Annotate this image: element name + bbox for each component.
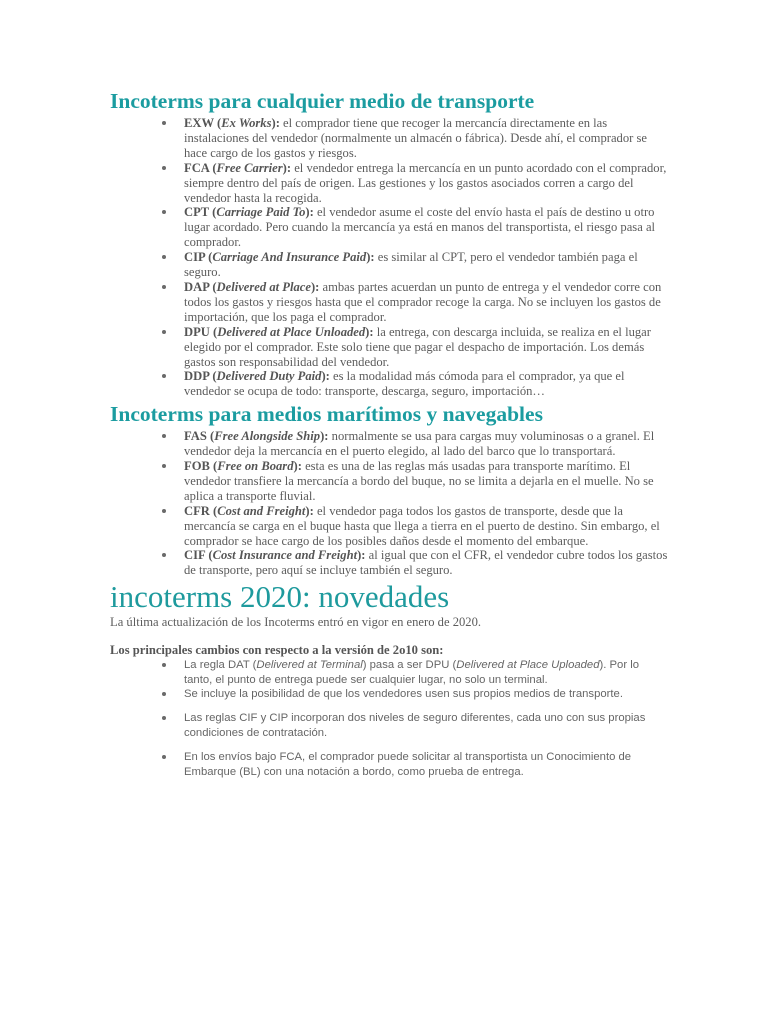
term-code: CFR (Cost and Freight): <box>184 503 314 518</box>
list-item-fca <box>184 161 670 206</box>
term-code: CIF (Cost Insurance and Freight): <box>184 548 366 563</box>
term-description: ambas partes acuerdan un punto de entrega y el vendedor corre con todos los gastos y riesgos hasta que el comprador recoge la carga. No se incluyen los gastos de importación, que los paga el comprador. <box>184 279 662 324</box>
list-item-fas <box>184 429 670 459</box>
term-description: es similar al CPT, pero el vendedor también paga el seguro. <box>184 250 638 280</box>
list-item-cfr <box>184 504 670 549</box>
term-description: es la modalidad más cómoda para el comprador, ya que el vendedor se ocupa de todo: transporte, descarga, seguro, importación… <box>184 369 625 399</box>
list-item-cpt <box>184 205 670 250</box>
term-description: el vendedor entrega la mercancía en un punto acordado con el comprador, siempre dentro del país de origen. Las gestiones y los gastos asociados corren a cargo del vendedor hasta la recogida. <box>184 160 667 205</box>
news-intro: La última actualización de los Incoterms entró en vigor en enero de 2020. <box>110 615 482 630</box>
list-item-ddp <box>184 369 670 399</box>
list-item-exw <box>184 116 670 161</box>
term-code: CPT (Carriage Paid To): <box>184 205 314 220</box>
term-description: el vendedor asume el coste del envío hasta el país de destino u otro lugar acordado. Pero cuando la mercancía ya está en manos del transportista, el riesgo pasa al comprador. <box>184 205 656 250</box>
term-code: EXW (Ex Works): <box>184 116 280 130</box>
news-heading: incoterms 2020: novedades <box>110 579 450 615</box>
term-code: DPU (Delivered at Place Unloaded): <box>184 324 374 339</box>
term-description: normalmente se usa para cargas muy voluminosas o a granel. El vendedor deja la mercancía en el puerto elegido, al lado del barco que lo transportará. <box>184 429 655 459</box>
incoterms-list-maritime <box>110 429 670 578</box>
term-description: al igual que con el CFR, el vendedor cubre todos los gastos de transporte, pero aquí se incluye también el seguro. <box>184 548 668 578</box>
section-title-any-transport: Incoterms para cualquier medio de transporte <box>110 89 535 113</box>
term-code: DAP (Delivered at Place): <box>184 279 320 294</box>
term-description: el vendedor paga todos los gastos de transporte, desde que la mercancía se carga en el buque hasta que llega a tierra en el puerto de destino. Sin embargo, el comprador se hace cargo de los posibles daños desde el momento del embarque. <box>184 503 660 548</box>
list-item-dap <box>184 280 670 325</box>
list-item-cip <box>184 250 670 280</box>
term-code: DDP (Delivered Duty Paid): <box>184 369 330 384</box>
term-code: FOB (Free on Board): <box>184 459 302 474</box>
list-item-fob <box>184 459 670 504</box>
term-description: esta es una de las reglas más usadas para transporte marítimo. El vendedor transfiere la mercancía a bordo del buque, no se limita a dejarla en el muelle. No se aplica a transporte fluvial. <box>184 459 654 503</box>
term-code: CIP (Carriage And Insurance Paid): <box>184 250 375 265</box>
term-code: FAS (Free Alongside Ship): <box>184 429 329 444</box>
term-code: FCA (Free Carrier): <box>184 160 292 175</box>
changes-list <box>110 658 670 779</box>
changes-subheading: Los principales cambios con respecto a la versión de 2o10 son: <box>110 643 444 658</box>
term-description: el comprador tiene que recoger la mercancía directamente en las instalaciones del vendedor (normalmente un almacén o fábrica). Desde ahí, el comprador se hace cargo de los gastos y riesgos. <box>184 116 647 160</box>
document-content <box>110 86 670 779</box>
term-description: la entrega, con descarga incluida, se realiza en el lugar elegido por el comprador. Este solo tiene que pagar el despacho de importación. Los demás gastos son responsabilidad del vendedor. <box>184 324 651 369</box>
incoterms-list-any-transport <box>110 116 670 399</box>
change-item-own-transport: Se incluye la posibilidad de que los vendedores usen sus propios medios de transporte. <box>184 687 670 702</box>
change-item-dat-dpu: La regla DAT (Delivered at Terminal) pasa a ser DPU (Delivered at Place Uploaded). Por lo tanto, el punto de entrega puede ser cualquier lugar, no solo un terminal. <box>184 658 670 687</box>
section-title-maritime: Incoterms para medios marítimos y navegables <box>110 402 543 427</box>
change-item-fca-bl: En los envíos bajo FCA, el comprador puede solicitar al transportista un Conocimiento de Embarque (BL) con una notación a bordo, como prueba de entrega. <box>184 750 670 779</box>
change-item-insurance-levels: Las reglas CIF y CIP incorporan dos niveles de seguro diferentes, cada uno con sus propias condiciones de contratación. <box>184 711 670 740</box>
list-item-cif <box>184 548 670 578</box>
list-item-dpu <box>184 325 670 370</box>
